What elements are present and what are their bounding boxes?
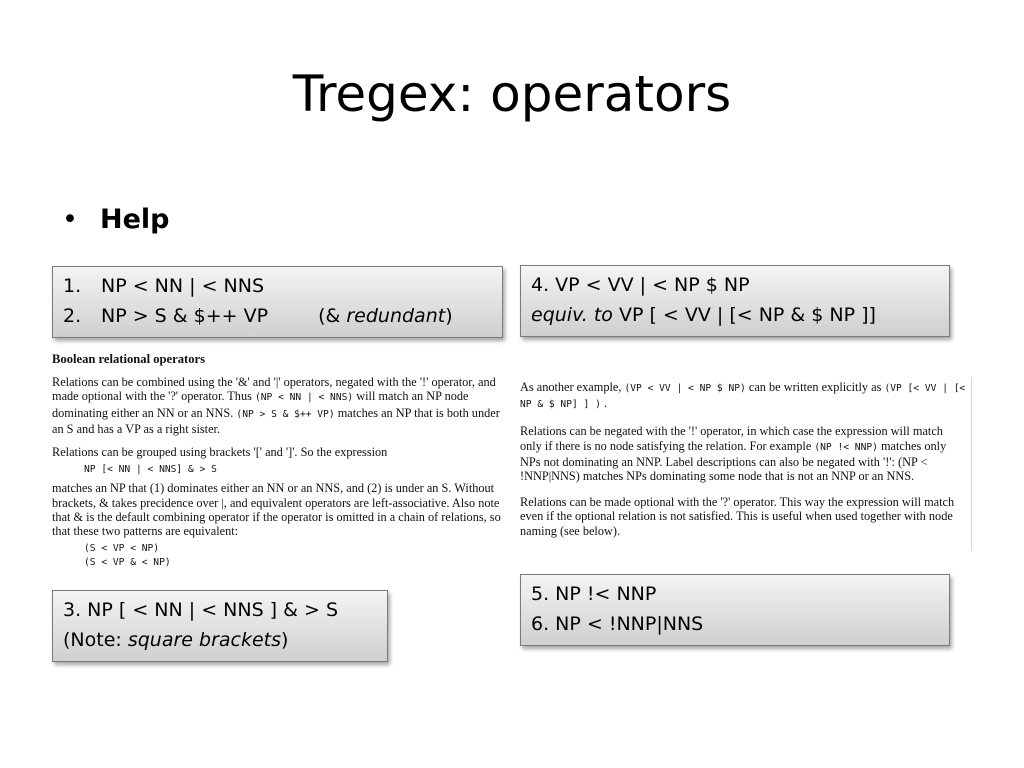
excerpt-paragraph: Relations can be grouped using brackets '[' and ']'. So the expression xyxy=(52,445,388,460)
code-line: NP [< NN | < NNS] & > S xyxy=(84,464,217,476)
callout-box-4 xyxy=(520,265,950,337)
slide-title: Tregex: operators xyxy=(292,65,732,123)
bullet-item xyxy=(62,200,170,240)
excerpt-paragraph: matches an NP that (1) dominates either an NN or an NNS, and (2) is under an S. Without brackets, & takes precidence over |, and equivalent operators are left-associative. Also note that & is the default combining operator if the operator is omitted in a chain of relations, so that these two patterns are equivalent: xyxy=(52,481,501,539)
callout-line-3a: 3. NP [ < NN | < NNS ] & > S xyxy=(63,599,339,621)
right-doc-excerpt xyxy=(520,380,966,547)
left-doc-excerpt xyxy=(52,352,502,575)
callout-box-1-2 xyxy=(52,266,503,338)
excerpt-border xyxy=(971,377,972,551)
excerpt-paragraph: Relations can be combined using the '&' and '|' operators, negated with the '!' operator, and made optional with the '?' operator. Thus (NP < NN | < NNS) will match an NP node dominating either an NN or an NNS. (NP > S & $++ VP) matches an NP that is both under an S and has a VP as a right sister. xyxy=(52,375,500,436)
callout-line-6: 6. NP < !NNP|NNS xyxy=(531,613,704,635)
callout-box-3 xyxy=(52,590,388,662)
excerpt-paragraph: Relations can be made optional with the '?' operator. This way the expression will match even if the optional relation is not satisfied. This is useful when used together with node naming (see below). xyxy=(520,495,955,538)
callout-line-4a: 4. VP < VV | < NP $ NP xyxy=(531,274,750,296)
callout-line-5: 5. NP !< NNP xyxy=(531,583,657,605)
callout-box-5-6 xyxy=(520,574,950,646)
code-line: (S < VP < NP) xyxy=(84,543,160,555)
callout-line-4b: equiv. to VP [ < VV | [< NP & $ NP ]] xyxy=(531,304,876,326)
bullet-label: Help xyxy=(100,204,170,235)
bullet-dot: • xyxy=(62,204,78,235)
excerpt-heading: Boolean relational operators xyxy=(52,352,205,366)
callout-line-1: 1. NP < NN | < NNS xyxy=(63,275,265,297)
excerpt-paragraph: Relations can be negated with the '!' operator, in which case the expression will match only if there is no node satisfying the relation. For example (NP !< NNP) matches only NPs not dominating an NNP. Label descriptions can also be negated with '!': (NP < !NNP|NNS) matches NPs dominating some node that is not an NNP or an NNS. xyxy=(520,424,947,484)
callout-line-3b: (Note: square brackets) xyxy=(63,629,289,651)
code-line: (S < VP & < NP) xyxy=(84,557,171,569)
callout-line-2: 2. NP > S & $++ VP (& redundant) xyxy=(63,305,453,327)
excerpt-paragraph: As another example, (VP < VV | < NP $ NP) can be written explicitly as (VP [< VV | [< NP & $ NP] ] ) . xyxy=(520,380,966,411)
